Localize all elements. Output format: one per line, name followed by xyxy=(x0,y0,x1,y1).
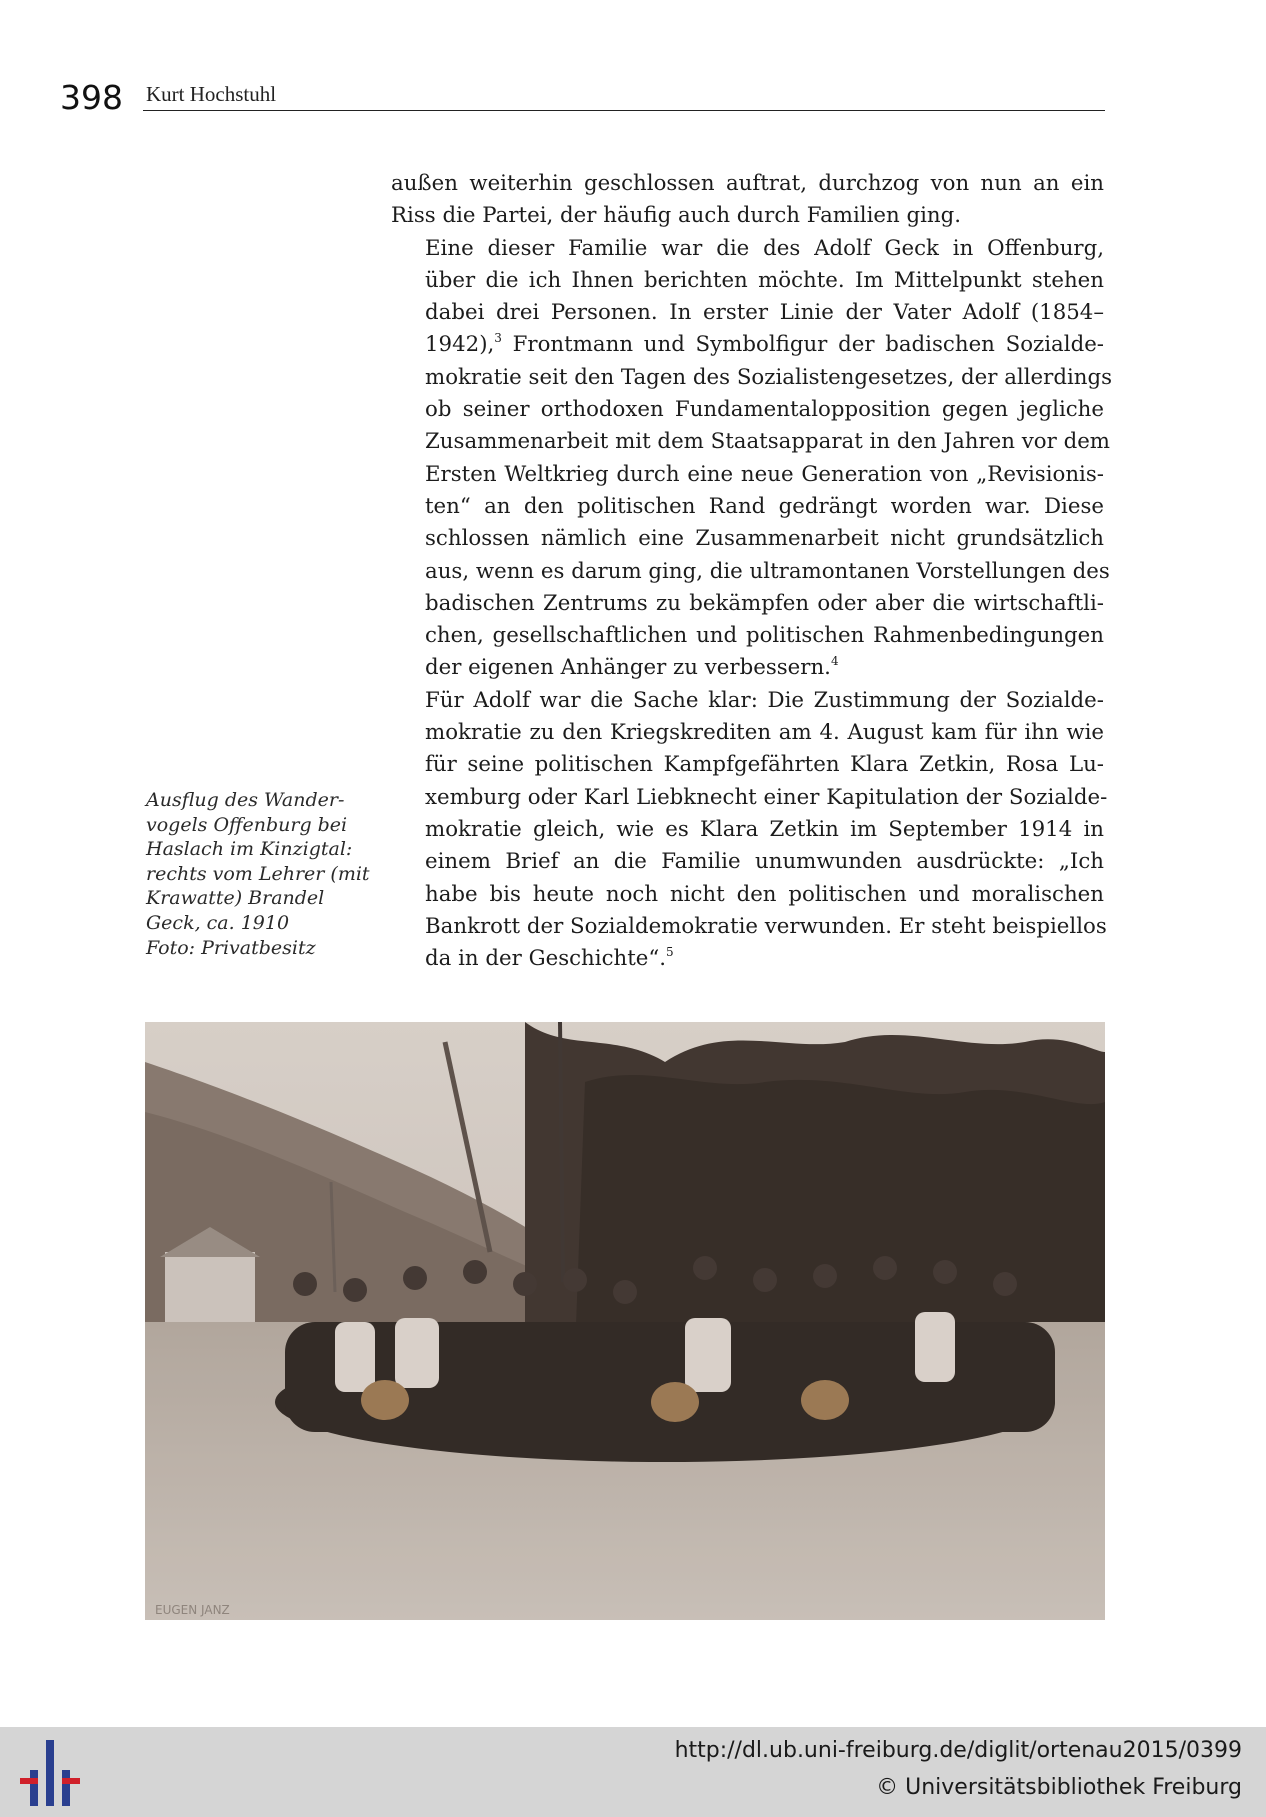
body-text xyxy=(391,168,1113,975)
caption-line: rechts vom Lehrer (mit xyxy=(146,862,370,885)
text-line: badischen Zentrums zu bekämpfen oder aber die wirtschaftli- xyxy=(425,590,1104,616)
photo-caption xyxy=(146,788,371,960)
text-line xyxy=(391,652,1104,684)
text-line: über die ich Ihnen berichten möchte. Im Mittelpunkt stehen xyxy=(425,267,1104,293)
text-line: Eine dieser Familie war die des Adolf Geck in Offenburg, xyxy=(425,235,1104,261)
group-photograph xyxy=(145,1022,1105,1620)
footnote-ref-3: 3 xyxy=(494,331,502,346)
paragraph-3 xyxy=(391,685,1108,976)
caption-line: Krawatte) Brandel xyxy=(146,887,325,910)
text-fragment: der eigenen Anhänger zu verbessern. xyxy=(425,655,831,681)
caption-line: Geck, ca. 1910 xyxy=(146,911,290,934)
text-line: habe bis heute noch nicht den politischen und moralischen xyxy=(425,881,1104,907)
text-line: mokratie gleich, wie es Klara Zetkin im September 1914 in xyxy=(425,816,1104,842)
text-line: Für Adolf war die Sache klar: Die Zustimmung der Sozialde- xyxy=(425,687,1104,713)
footer-copyright: © Universitätsbibliothek Freiburg xyxy=(876,1775,1242,1800)
text-line xyxy=(391,943,1104,975)
text-line: schlossen nämlich eine Zusammenarbeit nicht grundsätzlich xyxy=(425,526,1104,552)
text-line: ob seiner orthodoxen Fundamentalopposition gegen jegliche xyxy=(425,397,1104,423)
sepia-tone xyxy=(145,1022,1105,1620)
text-line: Zusammenarbeit mit dem Staatsapparat in den Jahren vor dem xyxy=(425,429,1111,455)
library-logo-icon xyxy=(20,1740,80,1806)
photo-imprint: EUGEN JANZ xyxy=(155,1603,230,1617)
running-head-author: Kurt Hochstuhl xyxy=(146,82,277,106)
text-line xyxy=(391,329,1104,361)
footer-url-link[interactable]: http://dl.ub.uni-freiburg.de/diglit/ortenau2015/0399 xyxy=(674,1738,1242,1763)
text-line: ten“ an den politischen Rand gedrängt worden war. Diese xyxy=(425,493,1104,519)
text-fragment: Frontmann und Symbolfigur der badischen Sozialde- xyxy=(512,332,1104,358)
text-line: Riss die Partei, der häufig auch durch Familien ging. xyxy=(391,203,962,229)
text-line: mokratie zu den Kriegskrediten am 4. August kam für ihn wie xyxy=(425,720,1104,746)
text-line: Ersten Weltkrieg durch eine neue Generation von „Revisionis- xyxy=(425,461,1104,487)
paragraph-1 xyxy=(391,168,1104,233)
caption-line: Ausflug des Wander- xyxy=(146,789,345,811)
paragraph-2 xyxy=(391,233,1113,685)
footnote-ref-4: 4 xyxy=(830,654,839,669)
text-fragment: da in der Geschichte“. xyxy=(425,946,667,972)
caption-line: Haslach im Kinzigtal: xyxy=(146,838,353,861)
text-line: Bankrott der Sozialdemokratie verwunden. Er steht beispiellos xyxy=(425,913,1107,939)
text-line: chen, gesellschaftlichen und politischen Rahmenbedingungen xyxy=(425,623,1104,649)
text-line: für seine politischen Kampfgefährten Klara Zetkin, Rosa Lu- xyxy=(425,752,1104,778)
caption-line: Foto: Privatbesitz xyxy=(146,936,316,959)
text-line: dabei drei Personen. In erster Linie der Vater Adolf (1854– xyxy=(425,300,1104,326)
page-number: 398 xyxy=(60,78,123,117)
text-fragment: 1942), xyxy=(425,332,495,358)
text-line: mokratie seit den Tagen des Sozialistengesetzes, der allerdings xyxy=(425,364,1113,390)
text-line: einem Brief an die Familie unumwunden ausdrückte: „Ich xyxy=(425,849,1104,875)
caption-line: vogels Offenburg bei xyxy=(146,813,348,836)
text-line: xemburg oder Karl Liebknecht einer Kapitulation der Sozialde- xyxy=(425,784,1108,810)
photo-illustration xyxy=(145,1022,1105,1620)
header-rule xyxy=(143,110,1105,111)
footnote-ref-5: 5 xyxy=(666,945,674,960)
text-line: aus, wenn es darum ging, die ultramontanen Vorstellungen des xyxy=(425,558,1110,584)
text-line: außen weiterhin geschlossen auftrat, durchzog von nun an ein xyxy=(391,171,1104,196)
